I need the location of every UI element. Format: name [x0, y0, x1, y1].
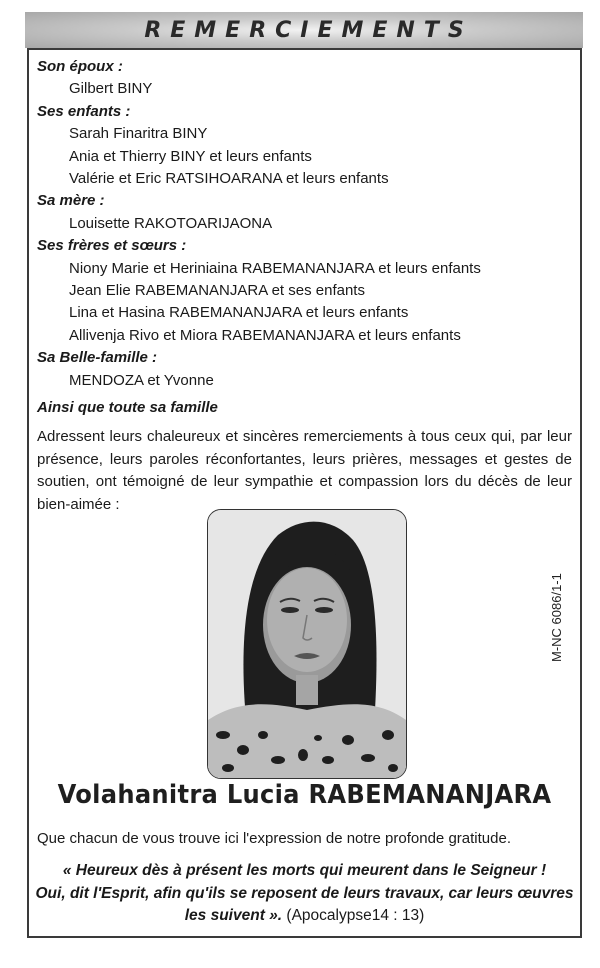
quote-line-3: les suivent ».: [184, 907, 283, 924]
portrait-image: [208, 510, 406, 778]
family-member: Sarah Finaritra BINY: [69, 125, 208, 143]
family-member: Ania et Thierry BINY et leurs enfants: [69, 147, 312, 165]
thanks-message: Adressent leurs chaleureux et sincères remerciements à tous ceux qui, par leur présence, leurs paroles réconfortantes, leurs prières, messages et gestes de soutien, ont témoigné de leur sympathie et compassion lors du décès de leur bien-aimée :: [37, 428, 572, 513]
section-heading: Sa mère :: [37, 192, 105, 210]
section-heading: Ses enfants :: [37, 102, 131, 120]
family-member: Lina et Hasina RABEMANANJARA et leurs enfants: [69, 304, 409, 322]
family-member: Niony Marie et Heriniaina RABEMANANJARA et leurs enfants: [69, 259, 481, 277]
family-member: Valérie et Eric RATSIHOARANA et leurs enfants: [69, 170, 389, 188]
family-member: MENDOZA et Yvonne: [69, 371, 214, 389]
family-member: Jean Elie RABEMANANJARA et ses enfants: [69, 282, 365, 300]
header-banner: [25, 12, 583, 48]
reference-code: M-NC 6086/1-1: [549, 573, 564, 662]
family-member: Gilbert BINY: [69, 80, 153, 98]
deceased-name: Volahanitra Lucia RABEMANANJARA: [57, 780, 552, 810]
section-heading: Son époux :: [37, 58, 123, 75]
section-heading: Ses frères et sœurs :: [37, 237, 187, 255]
portrait-photo: [207, 509, 407, 779]
family-list: [37, 56, 572, 516]
quote-line-2: Oui, dit l'Esprit, afin qu'ils se reposent de leurs travaux, car leurs œuvres: [35, 884, 574, 902]
gratitude-text: Que chacun de vous trouve ici l'expression de notre profonde gratitude.: [37, 830, 511, 847]
notice-box: [27, 48, 582, 938]
quote-citation: (Apocalypse14 : 13): [286, 907, 425, 924]
page-title: REMERCIEMENTS: [144, 17, 473, 43]
section-heading: Sa Belle-famille :: [37, 349, 158, 367]
family-member: Louisette RAKOTOARIJAONA: [69, 214, 273, 232]
quote-line-1: « Heureux dès à présent les morts qui meurent dans le Seigneur !: [62, 862, 547, 879]
closing-line: Ainsi que toute sa famille: [37, 399, 218, 417]
bible-quote: [35, 860, 574, 928]
family-member: Allivenja Rivo et Miora RABEMANANJARA et leurs enfants: [69, 326, 461, 344]
